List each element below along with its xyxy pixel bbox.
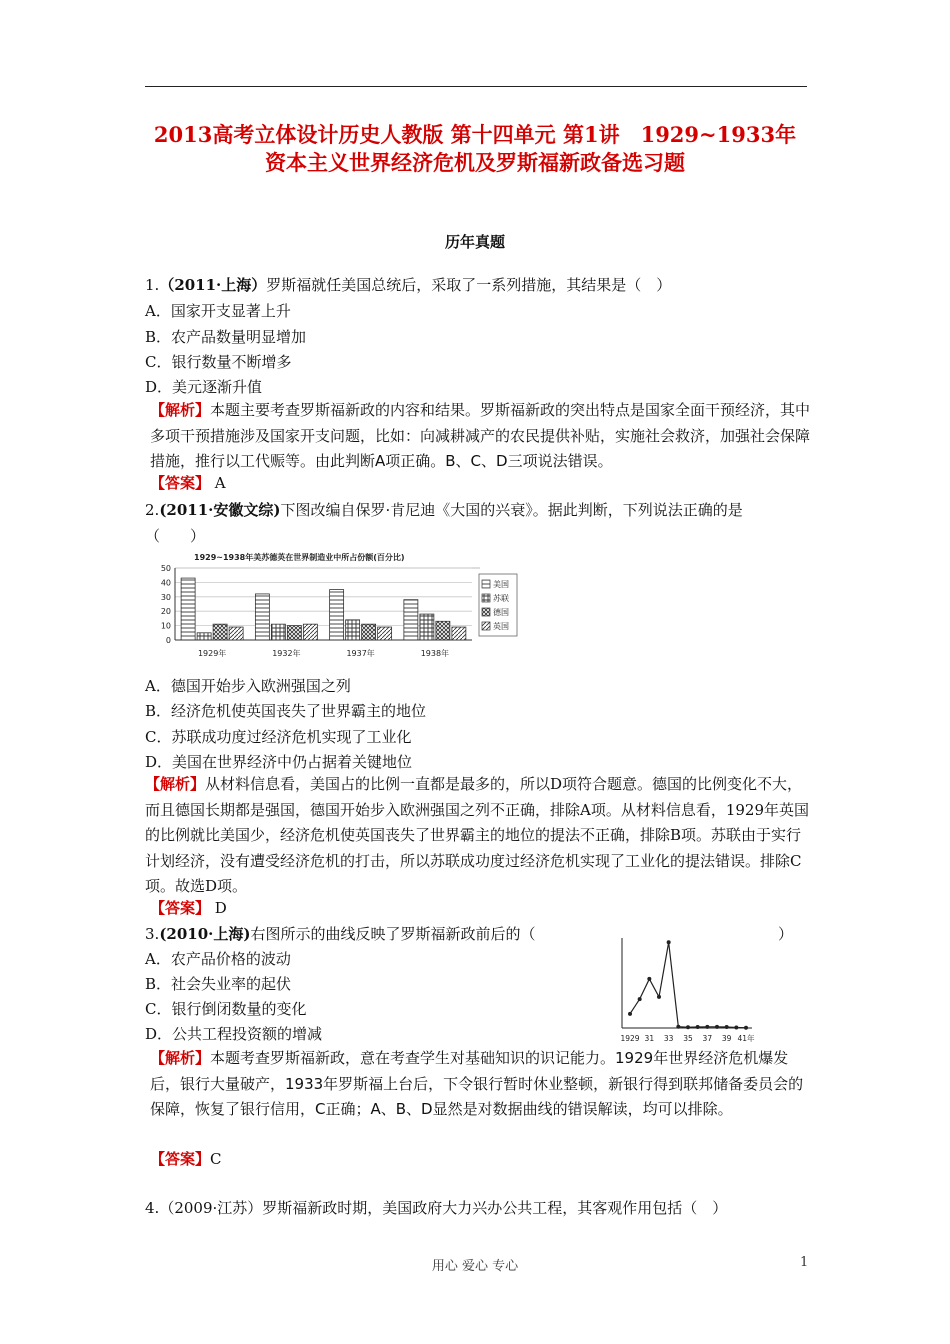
q2-stem [145,500,743,520]
chart-title: 1929~1938年美苏德英在世界制造业中所占份额(百分比) [194,553,405,562]
data-point [725,1025,729,1029]
page-number: 1 [800,1255,809,1270]
q3-answer-value: C [210,1150,222,1168]
q4-source: （2009·江苏） [159,1199,263,1217]
q1-text: 罗斯福就任美国总统后，采取了一系列措施，其结果是（ ） [266,276,672,294]
q1-analysis-text: 本题主要考查罗斯福新政的内容和结果。罗斯福新政的突出特点是国家全面干预经济，其中多项干预措施涉及国家开支问题，比如：向减耕减产的农民提供补贴，实施社会救济，加强社会保障措施，推行以工代赈等。由此判断A项正确。B、C、D三项说法错误。 [150,401,811,470]
data-point [647,977,651,981]
y-tick-label: 50 [160,564,171,573]
bar [452,627,466,640]
legend-swatch [482,594,490,602]
q3-text: 右图所示的曲线反映了罗斯福新政前后的（ [250,925,536,943]
q3-number: 3. [145,925,160,943]
bank-closure-curve-chart [610,930,770,1045]
bar [330,590,344,640]
q2-source: (2011·安徽文综) [159,501,281,519]
q3-option-c: C．银行倒闭数量的变化 [145,1000,307,1018]
bar [271,624,285,640]
page-title-line2: 资本主义世界经济危机及罗斯福新政备选习题 [265,150,685,175]
q3-option-a: A．农产品价格的波动 [145,950,291,968]
data-point [638,997,642,1001]
q4-stem [145,1198,727,1218]
q3-stem [145,924,536,944]
q2-option-d: D．美国在世界经济中仍占据着关键地位 [145,753,413,771]
bar [303,624,317,640]
y-tick-label: 40 [160,578,171,588]
q2-analysis [145,772,810,900]
q1-analysis [150,398,815,475]
x-tick-label: 37 [702,1034,713,1043]
legend-label: 德国 [493,608,509,617]
data-point [657,995,661,999]
manufacturing-share-chart [150,550,520,662]
bar [346,620,360,640]
bar [362,624,376,640]
q1-stem [145,275,671,295]
x-tick-label: 1929年 [197,649,227,658]
q1-option-d: D．美元逐渐升值 [145,378,263,396]
q2-number: 2. [145,501,160,519]
y-tick-label: 30 [160,592,171,602]
q2-option-a: A．德国开始步入欧洲强国之列 [145,677,351,695]
legend-swatch [482,622,490,630]
data-point [715,1025,719,1029]
page-footer: 用心 爱心 专心 [431,1259,519,1274]
data-point [705,1025,709,1029]
bar [213,624,227,640]
x-tick-label: 33 [663,1034,674,1043]
legend-label: 英国 [493,622,509,631]
data-point [676,1025,680,1029]
legend-label: 苏联 [493,594,509,603]
q3-answer [150,1149,222,1169]
data-line [630,942,746,1028]
q3-analysis [150,1046,815,1123]
data-point [734,1025,738,1029]
legend-swatch [482,608,490,616]
q2-analysis-text: 从材料信息看，美国占的比例一直都是最多的，所以D项符合题意。德国的比例变化不大，而且德国长期都是强国，德国开始步入欧洲强国之列不正确，排除A项。从材料信息看，1929年英国的比例就比美国少，经济危机使英国丧失了世界霸主的地位的提法不正确，排除B项。苏联由于实行计划经济，没有遭受经济危机的打击，所以苏联成功度过经济危机实现了工业化的提法错误。排除C项。故选D项。 [145,775,810,895]
x-tick-label: 1932年 [272,649,301,658]
q1-analysis-tag: 【解析】 [150,401,211,419]
q2-stem-paren: （ ） [145,527,206,545]
bar [436,621,450,640]
bar [404,600,418,640]
q2-analysis-tag: 【解析】 [145,775,206,793]
data-point [667,940,671,944]
bar [287,626,301,640]
q1-option-b: B．农产品数量明显增加 [145,328,307,346]
q1-source: （2011·上海） [159,276,267,294]
q2-option-b: B．经济危机使英国丧失了世界霸主的地位 [145,702,427,720]
q3-stem-close: ） [778,925,794,943]
q1-option-c: C．银行数量不断增多 [145,353,292,371]
q1-answer-value: A [214,474,226,492]
q3-option-d: D．公共工程投资额的增减 [145,1025,323,1043]
q2-answer [150,898,227,918]
header-rule [145,86,807,87]
q2-answer-tag: 【答案】 [150,899,211,917]
q1-answer-tag: 【答案】 [150,474,211,492]
x-tick-label: 41年 [737,1034,755,1043]
q4-text: 罗斯福新政时期，美国政府大力兴办公共工程，其客观作用包括（ ） [262,1199,728,1217]
bar [255,594,269,640]
x-tick-label: 1929 [620,1034,640,1043]
y-tick-label: 10 [160,621,171,631]
bar [181,578,195,640]
q3-option-b: B．社会失业率的起伏 [145,975,292,993]
q1-option-a: A．国家开支显著上升 [145,302,291,320]
q1-answer [150,473,226,493]
x-tick-label: 31 [644,1034,655,1043]
q2-answer-value: D [214,899,227,917]
q3-analysis-tag: 【解析】 [150,1049,211,1067]
y-tick-label: 20 [160,607,171,617]
data-point [744,1026,748,1030]
data-point [696,1025,700,1029]
q2-option-c: C．苏联成功度过经济危机实现了工业化 [145,728,412,746]
q3-source: (2010·上海) [159,925,251,943]
y-tick-label: 0 [165,636,171,645]
x-tick-label: 39 [721,1034,732,1043]
section-heading: 历年真题 [444,233,505,251]
q2-text: 下图改编自保罗·肯尼迪《大国的兴衰》。据此判断，下列说法正确的是 [280,501,743,519]
q3-analysis-text: 本题考查罗斯福新政，意在考查学生对基础知识的识记能力。1929年世界经济危机爆发后，银行大量破产，1933年罗斯福上台后，下令银行暂时休业整顿，新银行得到联邦储备委员会的保障，恢复了银行信用，C正确；A、B、D显然是对数据曲线的错误解读，均可以排除。 [150,1049,804,1118]
q4-number: 4. [145,1199,160,1217]
x-tick-label: 1937年 [346,649,375,658]
page-title-line1: 2013高考立体设计历史人教版 第十四单元 第1讲 1929~1933年 [153,122,797,147]
data-point [686,1025,690,1029]
legend-label: 美国 [493,580,509,589]
bar [420,614,434,640]
q1-number: 1. [145,276,160,294]
bar [378,627,392,640]
bar [197,633,211,640]
q3-answer-tag: 【答案】 [150,1150,211,1168]
x-tick-label: 35 [683,1034,693,1043]
data-point [628,1012,632,1016]
legend-swatch [482,580,490,588]
bar [229,627,243,640]
x-tick-label: 1938年 [420,649,450,658]
